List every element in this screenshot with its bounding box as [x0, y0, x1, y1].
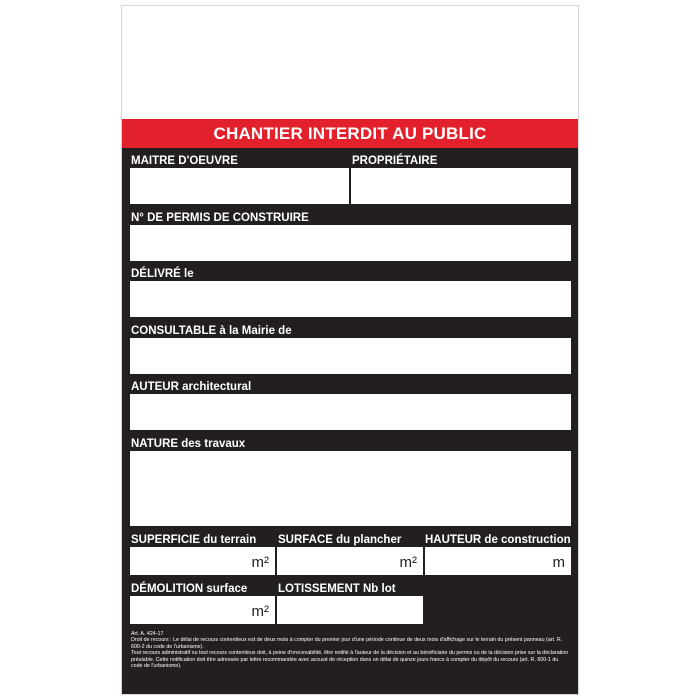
sign-body [122, 148, 578, 694]
label-maitre-oeuvre: MAITRE D'OEUVRE [131, 155, 238, 167]
label-lotissement: LOTISSEMENT Nb lot [278, 583, 396, 595]
unit-demolition: m² [251, 603, 269, 620]
label-permis: N° DE PERMIS DE CONSTRUIRE [131, 212, 309, 224]
unit-superficie: m² [251, 554, 269, 571]
legal-notice [131, 631, 571, 669]
label-surface: SURFACE du plancher [278, 534, 402, 546]
field-maitre-oeuvre[interactable] [130, 168, 349, 204]
field-consultable[interactable] [130, 338, 571, 374]
field-lotissement[interactable] [277, 596, 423, 624]
label-consultable: CONSULTABLE à la Mairie de [131, 325, 292, 337]
unit-hauteur: m [552, 554, 565, 571]
label-delivre: DÉLIVRÉ le [131, 268, 194, 280]
legal-article: Art. A. 424-17 [131, 631, 164, 637]
field-auteur[interactable] [130, 394, 571, 430]
sign-blank-header [122, 6, 578, 119]
construction-sign [121, 5, 579, 695]
field-hauteur[interactable] [425, 547, 571, 575]
field-superficie[interactable] [130, 547, 275, 575]
field-nature[interactable] [130, 451, 571, 526]
label-auteur: AUTEUR architectural [131, 381, 252, 393]
field-surface[interactable] [277, 547, 423, 575]
unit-surface: m² [399, 554, 417, 571]
field-proprietaire[interactable] [351, 168, 571, 204]
field-delivre[interactable] [130, 281, 571, 317]
label-proprietaire: PROPRIÉTAIRE [352, 155, 438, 167]
field-demolition[interactable] [130, 596, 275, 624]
label-nature: NATURE des travaux [131, 438, 246, 450]
label-demolition: DÉMOLITION surface [131, 583, 248, 595]
legal-line-1: Droit de recours : Le délai de recours contentieux est de deux mois à compter du premier jour d'une période continue de deux mois d'affichage sur le terrain du présent panneau (art. R. 600-2 du code de l'urbanisme). [131, 637, 563, 650]
sign-title: CHANTIER INTERDIT AU PUBLIC [122, 119, 578, 148]
field-permis[interactable] [130, 225, 571, 261]
legal-line-2: Tout recours administratif ou tout recours contentieux doit, à peine d'irrecevabilité, être notifié à l'auteur de la décision et au bénéficiaire du permis ou de la décision prise sur la déclaration préalable. Cette notification doit être adressée par lettre recommandée avec accusé de réception dans un délai de quinze jours francs à compter du dépôt du recours (art. R. 600-1 du code de l'urbanisme). [131, 650, 569, 670]
label-superficie: SUPERFICIE du terrain [131, 534, 257, 546]
label-hauteur: HAUTEUR de construction [425, 534, 571, 546]
